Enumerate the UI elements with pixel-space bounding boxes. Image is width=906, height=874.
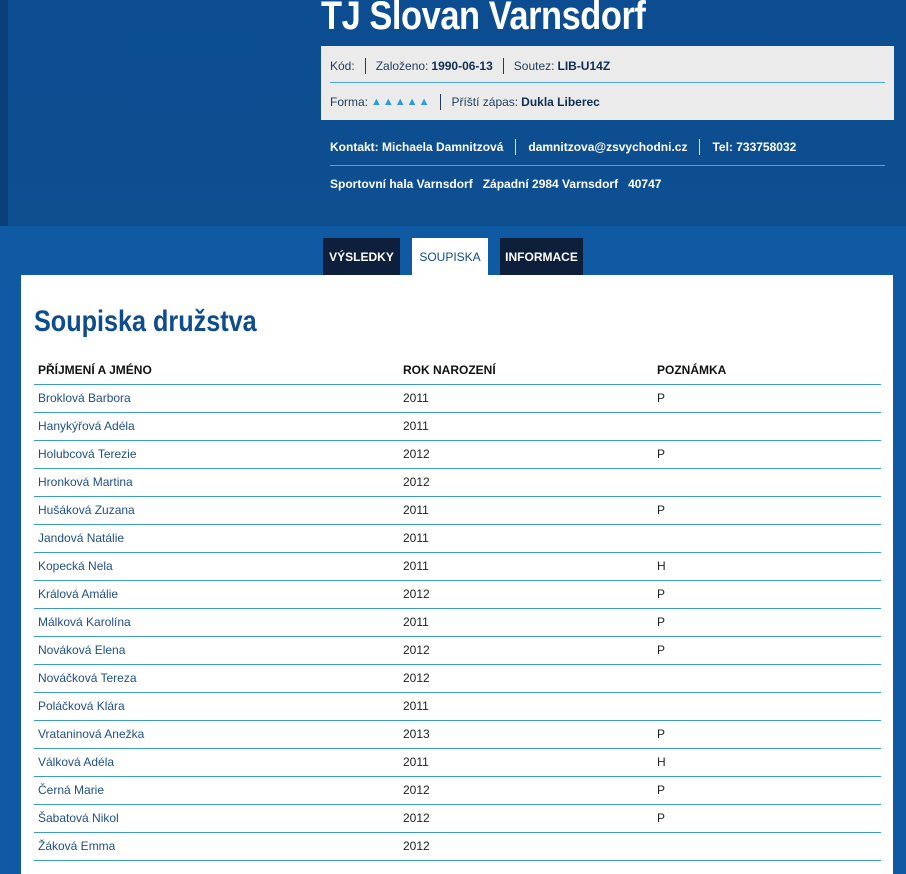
player-name[interactable]: Žáková Emma <box>34 832 399 860</box>
player-name[interactable]: Jandová Natálie <box>34 524 399 552</box>
player-note <box>653 832 881 860</box>
next-match-value[interactable]: Dukla Liberec <box>521 95 600 109</box>
info-row-top <box>330 56 610 76</box>
team-title: TJ Slovan Varnsdorf <box>321 0 646 38</box>
player-note: P <box>653 804 881 832</box>
separator <box>440 94 441 110</box>
roster-body <box>34 384 881 860</box>
table-row <box>34 748 881 776</box>
birth-year: 2011 <box>399 748 653 776</box>
player-name[interactable]: Hanykýřová Adéla <box>34 412 399 440</box>
player-note: P <box>653 608 881 636</box>
player-name[interactable]: Kopecká Nela <box>34 552 399 580</box>
player-name[interactable]: Nováčková Tereza <box>34 664 399 692</box>
separator <box>503 58 504 74</box>
birth-year: 2012 <box>399 468 653 496</box>
birth-year: 2011 <box>399 692 653 720</box>
player-note: P <box>653 776 881 804</box>
page-title: Soupiska družstva <box>34 305 257 338</box>
birth-year: 2012 <box>399 636 653 664</box>
zalozeno-label: Založeno: <box>375 59 429 73</box>
table-row <box>34 468 881 496</box>
player-note: P <box>653 496 881 524</box>
player-note <box>653 692 881 720</box>
contact-phone[interactable]: Tel: 733758032 <box>712 140 797 154</box>
separator <box>515 139 516 155</box>
birth-year: 2012 <box>399 776 653 804</box>
table-row <box>34 496 881 524</box>
player-name[interactable]: Málková Karolína <box>34 608 399 636</box>
birth-year: 2012 <box>399 440 653 468</box>
contact-name: Kontakt: Michaela Damnitzová <box>330 140 504 154</box>
birth-year: 2012 <box>399 664 653 692</box>
team-info-box <box>321 46 894 120</box>
column-header-note: POZNÁMKA <box>653 357 881 384</box>
table-row <box>34 832 881 860</box>
birth-year: 2011 <box>399 608 653 636</box>
table-row <box>34 384 881 412</box>
player-note: H <box>653 748 881 776</box>
player-name[interactable]: Hronková Martina <box>34 468 399 496</box>
content-panel <box>21 275 893 874</box>
birth-year: 2012 <box>399 804 653 832</box>
column-header-year: ROK NAROZENÍ <box>399 357 653 384</box>
separator <box>699 139 700 155</box>
player-note <box>653 664 881 692</box>
column-header-name: PŘÍJMENÍ A JMÉNO <box>34 357 399 384</box>
tab-vysledky[interactable]: VÝSLEDKY <box>323 238 400 275</box>
table-row <box>34 692 881 720</box>
birth-year: 2011 <box>399 412 653 440</box>
header-left-strip <box>0 0 8 226</box>
player-note: P <box>653 720 881 748</box>
birth-year: 2012 <box>399 580 653 608</box>
table-row <box>34 804 881 832</box>
player-name[interactable]: Vrataninová Anežka <box>34 720 399 748</box>
table-row <box>34 552 881 580</box>
player-note <box>653 468 881 496</box>
soutez-label: Soutez: <box>513 59 555 73</box>
table-row <box>34 580 881 608</box>
separator <box>365 58 366 74</box>
player-note: H <box>653 552 881 580</box>
info-row-bottom <box>330 92 600 112</box>
next-match-label: Příští zápas: <box>451 95 519 109</box>
player-name[interactable]: Broklová Barbora <box>34 384 399 412</box>
tab-informace[interactable]: INFORMACE <box>500 238 583 275</box>
player-note: P <box>653 384 881 412</box>
player-note: P <box>653 580 881 608</box>
birth-year: 2012 <box>399 832 653 860</box>
player-name[interactable]: Šabatová Nikol <box>34 804 399 832</box>
table-row <box>34 776 881 804</box>
birth-year: 2011 <box>399 552 653 580</box>
table-row <box>34 636 881 664</box>
player-name[interactable]: Poláčková Klára <box>34 692 399 720</box>
birth-year: 2011 <box>399 496 653 524</box>
player-name[interactable]: Hušáková Zuzana <box>34 496 399 524</box>
contact-address: Sportovní hala Varnsdorf Západní 2984 Varnsdorf 40747 <box>330 177 662 191</box>
player-note: P <box>653 636 881 664</box>
table-row <box>34 720 881 748</box>
contact-divider <box>330 165 885 166</box>
info-divider <box>330 82 885 83</box>
birth-year: 2011 <box>399 524 653 552</box>
table-row <box>34 524 881 552</box>
birth-year: 2011 <box>399 384 653 412</box>
birth-year: 2013 <box>399 720 653 748</box>
zalozeno-value: 1990-06-13 <box>431 59 493 73</box>
form-triangle-icons: ▲▲▲▲▲ <box>371 96 431 108</box>
table-header-row <box>34 357 881 384</box>
contact-row <box>330 137 796 157</box>
player-name[interactable]: Černá Marie <box>34 776 399 804</box>
forma-label: Forma: <box>330 95 369 109</box>
player-name[interactable]: Králová Amálie <box>34 580 399 608</box>
table-row <box>34 608 881 636</box>
table-row <box>34 412 881 440</box>
player-name[interactable]: Nováková Elena <box>34 636 399 664</box>
player-name[interactable]: Válková Adéla <box>34 748 399 776</box>
tab-soupiska[interactable]: SOUPISKA <box>412 238 488 275</box>
table-row <box>34 440 881 468</box>
contact-email[interactable]: damnitzova@zsvychodni.cz <box>528 140 688 154</box>
player-name[interactable]: Holubcová Terezie <box>34 440 399 468</box>
tab-bar <box>323 238 595 275</box>
kod-label: Kód: <box>330 59 355 73</box>
player-note <box>653 524 881 552</box>
roster-table <box>34 357 881 861</box>
table-row <box>34 664 881 692</box>
soutez-value: LIB-U14Z <box>557 59 611 73</box>
player-note: P <box>653 440 881 468</box>
player-note <box>653 412 881 440</box>
